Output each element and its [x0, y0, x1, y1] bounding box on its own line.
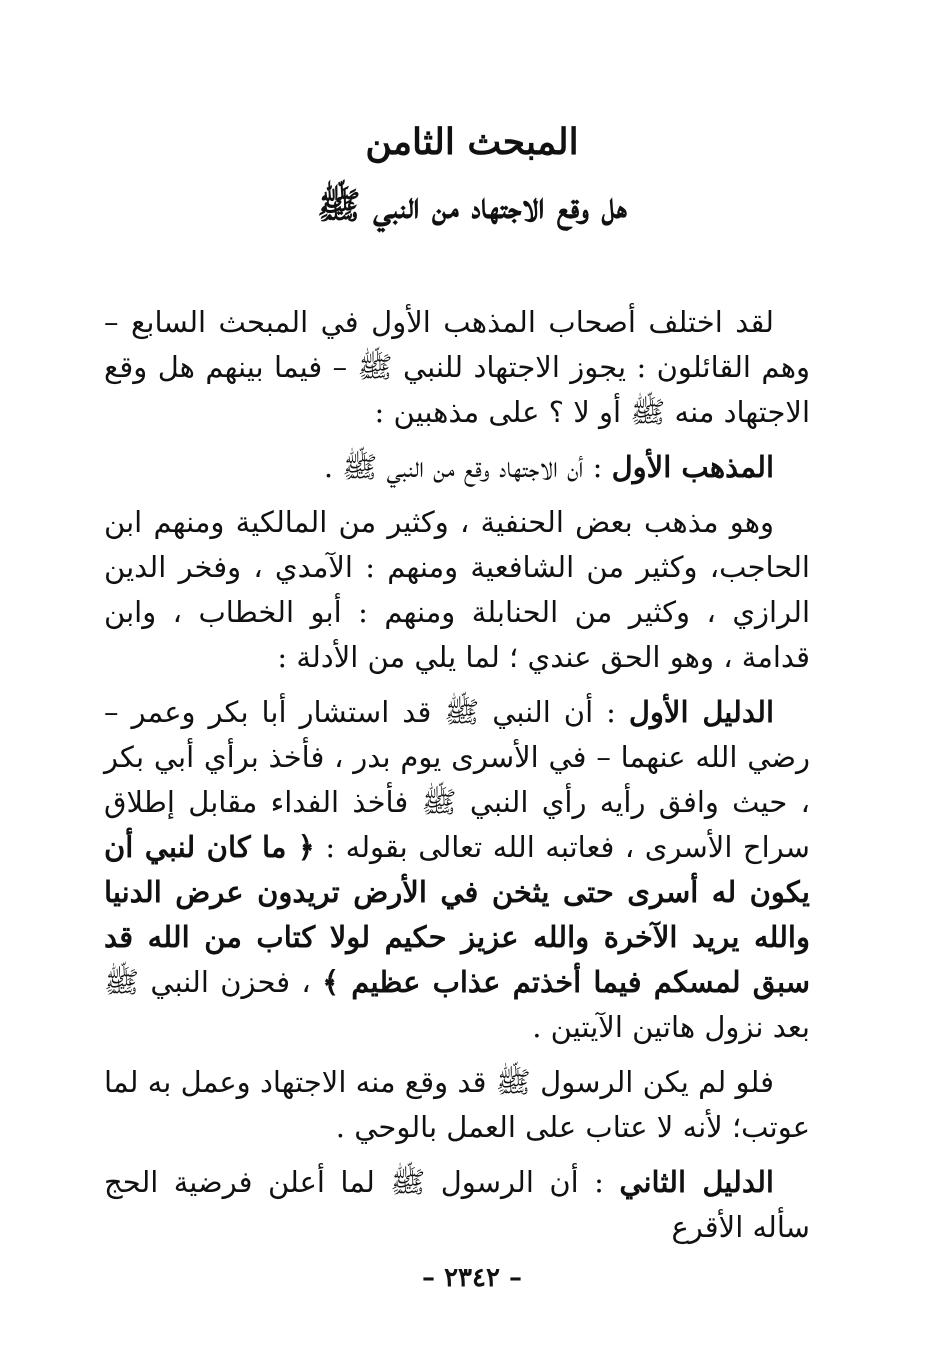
body-text: [104, 300, 810, 1260]
paragraph-lead: الدليل الثاني: [619, 1165, 774, 1199]
paragraph-first-opinion: [104, 445, 810, 490]
paragraph-text: : أن الاجتهاد وقع من النبي ﷺ .: [323, 450, 612, 484]
section-title: المبحث الثامن: [365, 121, 579, 163]
paragraph-text: : أن الرسول ﷺ لما أعلن فرضية الحج سأله الأقرع: [104, 1165, 810, 1244]
page-number: – ٢٣٤٢ –: [422, 1263, 522, 1293]
paragraph-conclusion: [104, 1060, 810, 1150]
paragraph-text: وهو مذهب بعض الحنفية ، وكثير من المالكية ومنهم ابن الحاجب، وكثير من الشافعية ومنهم : الآمدي ، وفخر الدين الرازي ، وكثير من الحنابلة ومنهم : أبو الخطاب ، وابن قدامة ، وهو الحق عندي ؛ لما يلي من الأدلة :: [104, 505, 810, 674]
section-subtitle: هل وقع الاجتهاد من النبي ﷺ: [317, 185, 627, 227]
paragraph-lead: الدليل الأول: [628, 695, 774, 729]
paragraph-text: : أن النبي ﷺ قد استشار أبا بكر وعمر – رضي الله عنهما – في الأسرى يوم بدر ، فأخذ برأي أبي بكر ، حيث وافق رأيه رأي النبي ﷺ فأخذ الفداء مقابل إطلاق سراح الأسرى ، فعاتبه الله تعالى بقوله :: [104, 695, 810, 864]
paragraph-first-evidence: [104, 690, 810, 1050]
paragraph-intro: [104, 300, 810, 435]
paragraph-text: لقد اختلف أصحاب المذهب الأول في المبحث السابع – وهم القائلون : يجوز الاجتهاد للنبي ﷺ – فيما بينهم هل وقع الاجتهاد منه ﷺ أو لا ؟ على مذهبين :: [104, 305, 810, 429]
paragraph-text: فلو لم يكن الرسول ﷺ قد وقع منه الاجتهاد وعمل به لما عوتب؛ لأنه لا عتاب على العمل بالوحي .: [104, 1065, 810, 1144]
quran-quote: ﴿ ما كان لنبي أن يكون له أسرى حتى يثخن في الأرض تريدون عرض الدنيا والله يريد الآخرة والله عزيز حكيم لولا كتاب من الله قد سبق لمسكم فيما أخذتم عذاب عظيم ﴾: [104, 830, 810, 999]
paragraph-supporters: [104, 500, 810, 680]
paragraph-lead: المذهب الأول: [611, 450, 774, 484]
paragraph-second-evidence: [104, 1160, 810, 1250]
paragraph-text: ، فحزن النبي ﷺ بعد نزول هاتين الآيتين .: [104, 965, 810, 1044]
